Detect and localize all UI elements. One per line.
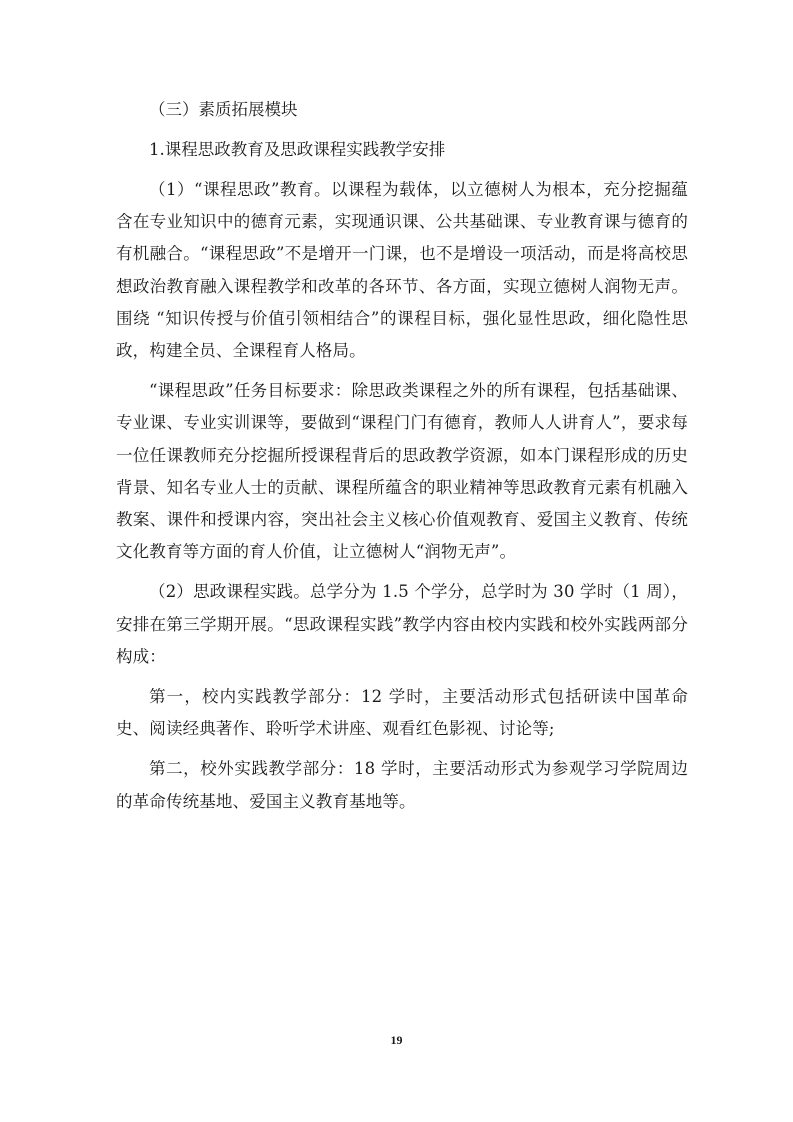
paragraph-course-ideology: （1）“课程思政”教育。以课程为载体，以立德树人为根本，充分挖掘蕴含在专业知识中的德育元素，实现通识课、公共基础课、专业教育课与德育的有机融合。“课程思政”不是增开一门课，也不是增设一项活动，而是将高校思想政治教育融入课程教学和改革的各环节、各方面，实现立德树人润物无声。围绕 “知识传授与价值引领相结合”的课程目标，强化显性思政，细化隐性思政，构建全员、全课程育人格局。	[116, 180, 688, 361]
sub-heading: 1.课程思政教育及思政课程实践教学安排	[149, 140, 446, 159]
paragraph-practice-overview: （2）思政课程实践。总学分为 1.5 个学分，总学时为 30 学时（1 周），安排在第三学期开展。“思政课程实践”教学内容由校内实践和校外实践两部分构成：	[116, 582, 688, 666]
paragraph-off-campus-practice: 第二，校外实践教学部分：18 学时，主要活动形式为参观学习学院周边的革命传统基地、爱国主义教育基地等。	[116, 759, 688, 811]
module-heading: （三）素质拓展模块	[149, 100, 298, 119]
page-number: 19	[390, 1033, 403, 1047]
paragraph-task-goals: “课程思政”任务目标要求：除思政类课程之外的所有课程，包括基础课、专业课、专业实训课等，要做到“课程门门有德育，教师人人讲育人”，要求每一位任课教师充分挖掘所授课程背后的思政教学资源，如本门课程形成的历史背景、知名专业人士的贡献、课程所蕴含的职业精神等思政教育元素有机融入教案、课件和授课内容，突出社会主义核心价值观教育、爱国主义教育、传统文化教育等方面的育人价值，让立德树人“润物无声”。	[116, 381, 688, 562]
paragraph-on-campus-practice: 第一，校内实践教学部分：12 学时，主要活动形式包括研读中国革命史、阅读经典著作、聆听学术讲座、观看红色影视、讨论等;	[116, 687, 688, 739]
page-body	[116, 94, 688, 818]
